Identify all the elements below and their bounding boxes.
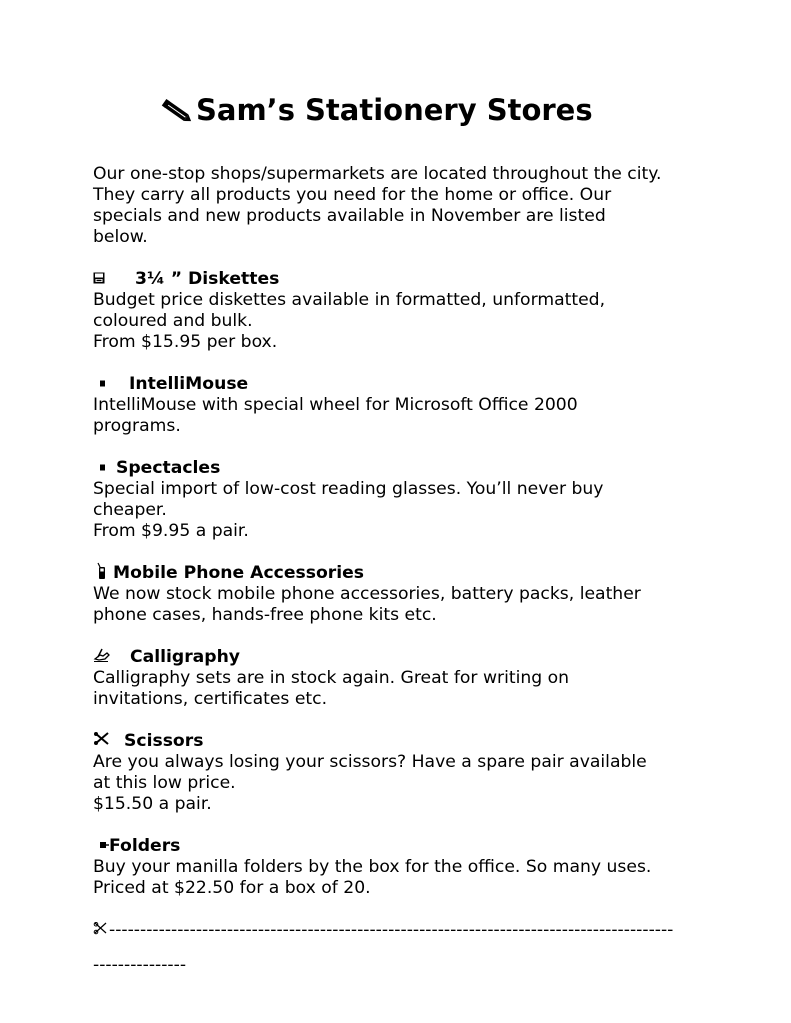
writing-hand-icon [93, 647, 130, 669]
product-line: $15.50 a pair. [93, 794, 212, 814]
spectacles-icon [93, 458, 116, 479]
intro-line: specials and new products available in November are listed [93, 206, 606, 226]
product-name: Calligraphy [130, 647, 241, 667]
intro-paragraph [93, 164, 713, 248]
document-title [160, 90, 593, 130]
product-folders [93, 836, 713, 899]
product-heading [93, 836, 713, 857]
product-line: IntelliMouse with special wheel for Microsoft Office 2000 [93, 395, 578, 415]
scissors-icon [93, 731, 124, 752]
product-name: Scissors [124, 731, 204, 751]
product-line: at this low price. [93, 773, 236, 793]
product-name: 3¼ ” Diskettes [135, 269, 280, 289]
mouse-icon [93, 374, 129, 395]
cut-line-dashes: --------------- [93, 955, 187, 975]
product-line: From $9.95 a pair. [93, 521, 249, 541]
product-line: invitations, certificates etc. [93, 689, 328, 709]
product-name: IntelliMouse [129, 374, 249, 394]
product-line: Budget price diskettes available in formatted, unformatted, [93, 290, 606, 310]
product-heading [93, 647, 713, 668]
product-line: Calligraphy sets are in stock again. Great for writing on [93, 668, 570, 688]
product-mobile-phone-accessories [93, 563, 713, 626]
product-heading [93, 563, 713, 584]
pencil-icon [160, 96, 196, 124]
coupon-cut-line [93, 920, 713, 941]
product-heading [93, 374, 713, 395]
title-text: Sam’s Stationery Stores [196, 93, 593, 127]
product-heading [93, 731, 713, 752]
product-scissors [93, 731, 713, 815]
product-name: Mobile Phone Accessories [113, 563, 365, 583]
product-line: We now stock mobile phone accessories, battery packs, leather [93, 584, 641, 604]
product-spectacles [93, 458, 713, 542]
intro-line: They carry all products you need for the home or office. Our [93, 185, 612, 205]
document-body [93, 164, 713, 976]
product-line: programs. [93, 416, 181, 436]
product-intellimouse [93, 374, 713, 437]
product-line: Are you always losing your scissors? Have a spare pair available [93, 752, 647, 772]
floppy-disk-icon [93, 269, 135, 290]
intro-line: below. [93, 227, 148, 247]
folder-icon [93, 836, 109, 857]
product-line: Priced at $22.50 for a box of 20. [93, 878, 371, 898]
product-calligraphy [93, 647, 713, 710]
product-line: Special import of low-cost reading glasses. You’ll never buy [93, 479, 604, 499]
product-line: Buy your manilla folders by the box for the office. So many uses. [93, 857, 652, 877]
cut-line-dashes: ------------------------------------------------------------------------------------------- [109, 920, 674, 940]
product-name: Folders [109, 836, 181, 856]
product-line: coloured and bulk. [93, 311, 253, 331]
intro-line: Our one-stop shops/supermarkets are located throughout the city. [93, 164, 662, 184]
product-line: cheaper. [93, 500, 167, 520]
scissors-icon [93, 920, 109, 941]
product-diskettes [93, 269, 713, 353]
product-line: From $15.95 per box. [93, 332, 278, 352]
product-heading [93, 269, 713, 290]
product-line: phone cases, hands-free phone kits etc. [93, 605, 437, 625]
product-name: Spectacles [116, 458, 221, 478]
mobile-phone-icon [93, 562, 113, 586]
product-heading [93, 458, 713, 479]
